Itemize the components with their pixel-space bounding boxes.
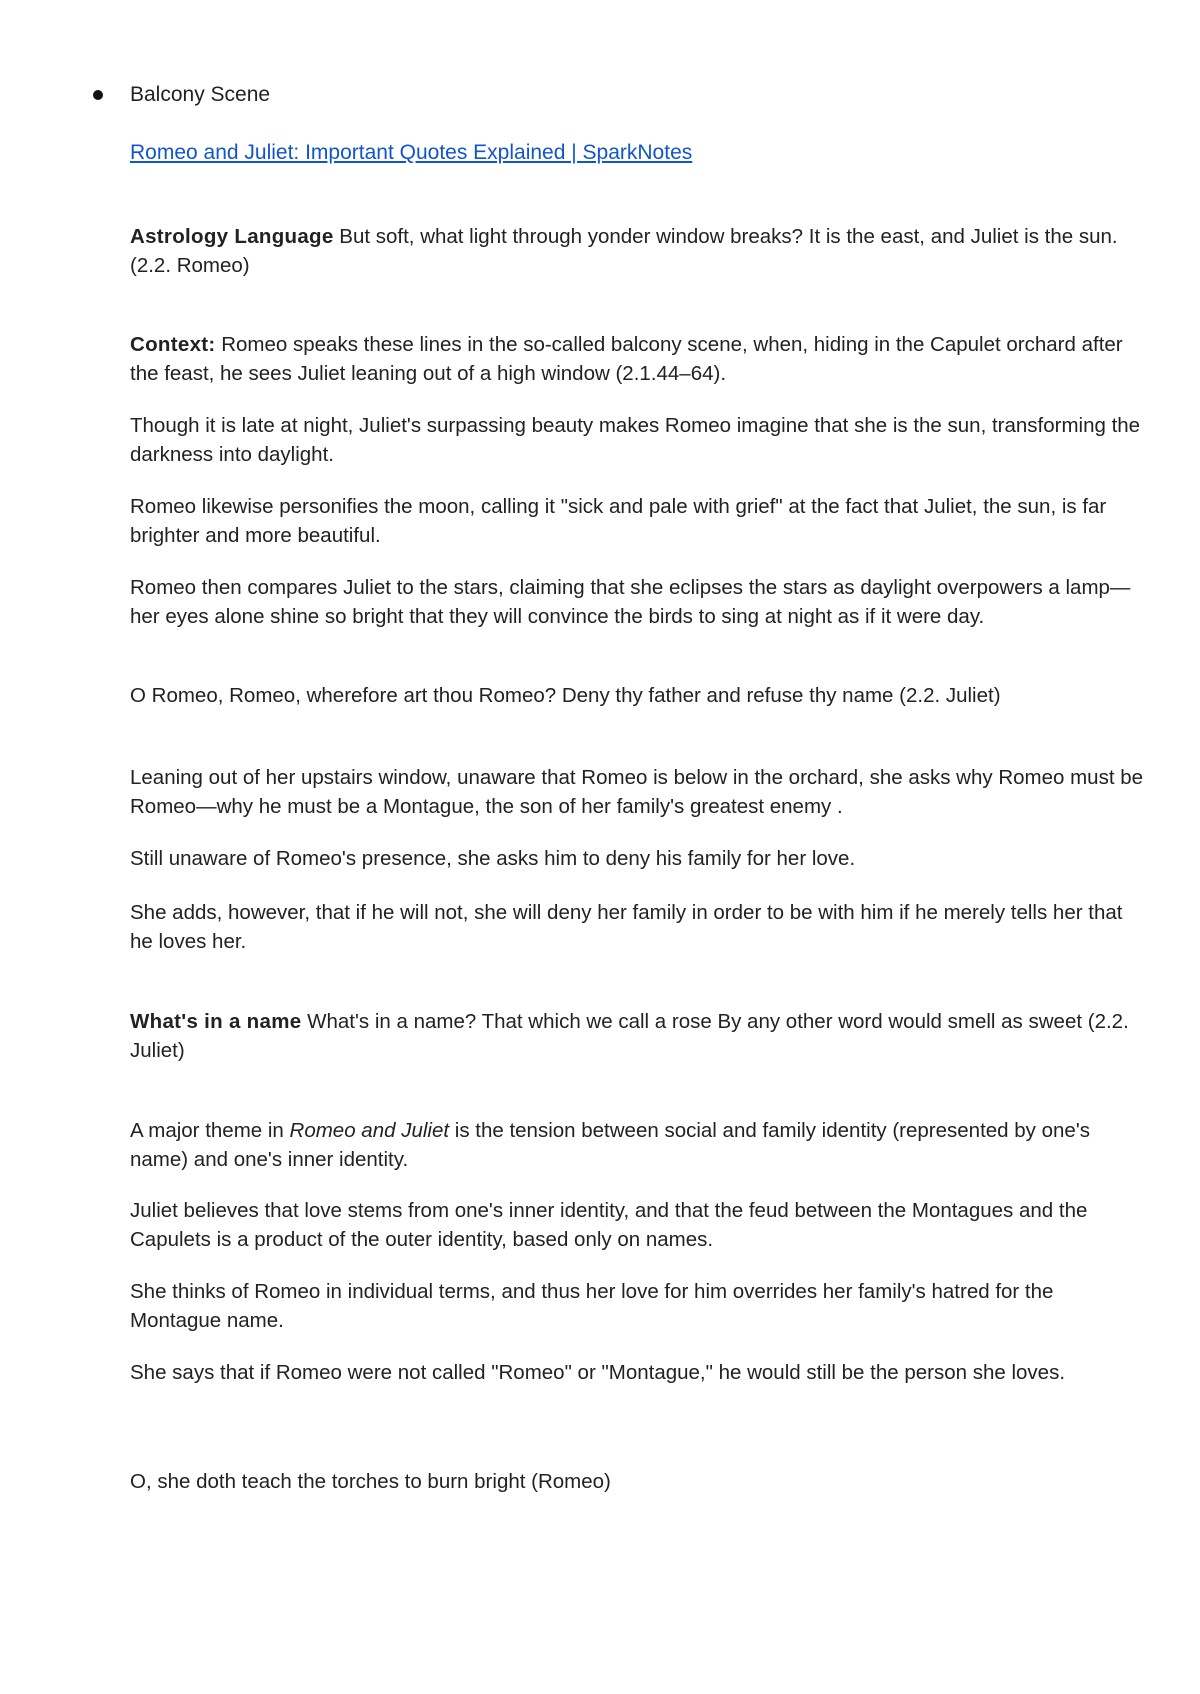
astrology-heading: Astrology Language (130, 225, 334, 248)
paragraph-5: Still unaware of Romeo's presence, she asks him to deny his family for her love. (130, 847, 856, 870)
paragraph-7 (130, 1116, 1150, 1174)
paragraph-1: Though it is late at night, Juliet's surpassing beauty makes Romeo imagine that she is the sun, transforming the darkness into daylight. (130, 414, 1141, 466)
paragraph-7-before: A major theme in (130, 1119, 290, 1142)
paragraph-7-title: Romeo and Juliet (289, 1119, 450, 1142)
context-heading: Context: (130, 333, 216, 356)
paragraph-6: She adds, however, that if he will not, she will deny her family in order to be with him if he merely tells her that he loves her. (130, 901, 1123, 953)
astrology-quote: But soft, what light through yonder window breaks? It is the east, and Juliet is the sun. (2.2. Romeo) (130, 225, 1118, 277)
name-heading: What's in a name (130, 1010, 302, 1033)
paragraph-9: She thinks of Romeo in individual terms, and thus her love for him overrides her family's hatred for the Montague name. (130, 1280, 1054, 1332)
name-paragraph (130, 1007, 1150, 1065)
paragraph-7-after: is the tension between social and family identity (represented by one's name) and one's inner identity. (130, 1119, 1090, 1171)
quote-2: O Romeo, Romeo, wherefore art thou Romeo? Deny thy father and refuse thy name (2.2. Juliet) (130, 684, 1001, 707)
astrology-paragraph (130, 222, 1150, 280)
quote-3: O, she doth teach the torches to burn bright (Romeo) (130, 1470, 611, 1493)
bullet-dot-icon (93, 90, 103, 100)
name-quote: What's in a name? That which we call a rose By any other word would smell as sweet (2.2. Juliet) (130, 1010, 1129, 1062)
paragraph-4: Leaning out of her upstairs window, unaware that Romeo is below in the orchard, she asks why Romeo must be Romeo—why he must be a Montague, the son of her family's greatest enemy . (130, 766, 1144, 818)
link-paragraph (130, 138, 1150, 167)
paragraph-10: She says that if Romeo were not called "Romeo" or "Montague," he would still be the person she loves. (130, 1361, 1066, 1384)
context-text: Romeo speaks these lines in the so-called balcony scene, when, hiding in the Capulet orchard after the feast, he sees Juliet leaning out of a high window (2.1.44–64). (130, 333, 1123, 385)
context-paragraph (130, 330, 1150, 388)
bullet-label: Balcony Scene (130, 83, 271, 106)
bullet-item (93, 80, 270, 110)
paragraph-8: Juliet believes that love stems from one's inner identity, and that the feud between the Montagues and the Capulets is a product of the outer identity, based only on names. (130, 1199, 1088, 1251)
paragraph-2: Romeo likewise personifies the moon, calling it "sick and pale with grief" at the fact that Juliet, the sun, is far brighter and more beautiful. (130, 495, 1107, 547)
paragraph-3: Romeo then compares Juliet to the stars, claiming that she eclipses the stars as daylight overpowers a lamp—her eyes alone shine so bright that they will convince the birds to sing at night as if it were day. (130, 576, 1131, 628)
sparknotes-link[interactable]: Romeo and Juliet: Important Quotes Explained | SparkNotes (130, 141, 693, 164)
